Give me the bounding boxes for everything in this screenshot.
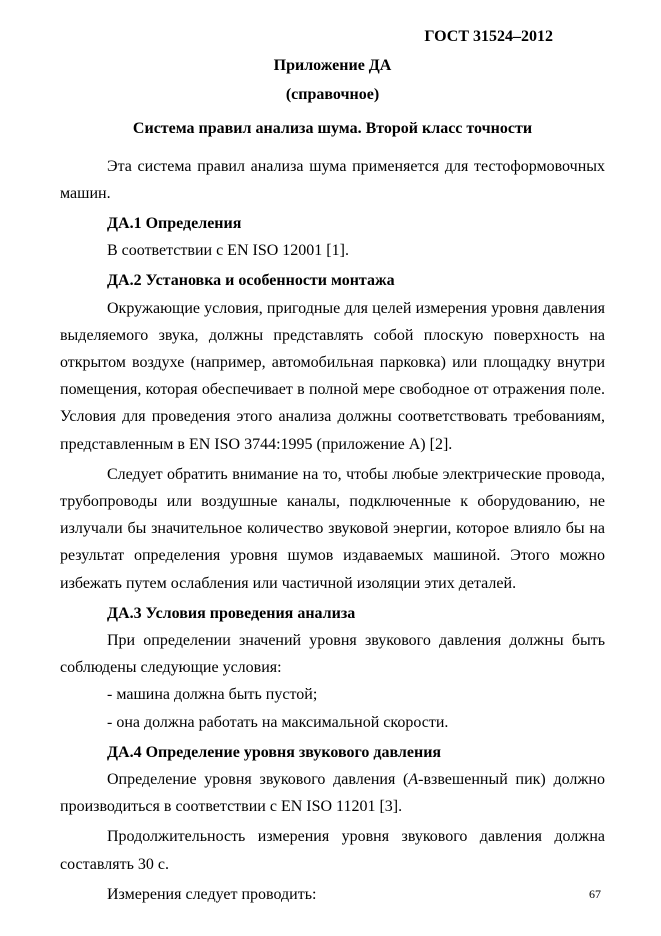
section-3-list-item-1: - машина должна быть пустой; [107, 686, 318, 704]
section-4-paragraph-2: Продолжительность измерения уровня звукового давления должна составлять 30 с. [60, 828, 605, 873]
section-4-paragraph-1 [60, 766, 605, 820]
page-content [60, 48, 605, 908]
section-2-paragraph-1: Окружающие условия, пригодные для целей измерения уровня давления выделяемого звука, должны представлять собой плоскую поверхность на открытом воздухе (например, автомобильная парковка) или площадку внутри помещения, которая обеспечивает в полной мере свободное от отражения поле. Условия для проведения этого анализа должны соответствовать требованиям, представленным в EN ISO 3744:1995 (приложение А) [2]. [60, 299, 605, 453]
appendix-title: Приложение ДА [273, 57, 392, 74]
s4-p1-pre: Определение уровня звукового давления ( [107, 771, 409, 789]
s4-p1-italic: A [408, 771, 419, 789]
page-number: 67 [589, 887, 601, 901]
section-1-text: В соответствии с EN ISO 12001 [1]. [107, 242, 349, 260]
section-1-heading: ДА.1 Определения [107, 215, 242, 233]
intro-paragraph: Эта система правил анализа шума применяется для тестоформовочных машин. [60, 157, 605, 202]
standard-code: ГОСТ 31524–2012 [424, 28, 553, 45]
section-2-heading: ДА.2 Установка и особенности монтажа [107, 272, 395, 290]
section-3-paragraph-1: При определении значений уровня звукового давления должны быть соблюдены следующие условия: [60, 632, 605, 677]
section-3-heading: ДА.3 Условия проведения анализа [107, 604, 356, 622]
s4-p1-post: -взвешенный пик) должно производиться в соответствии с EN ISO 11201 [3]. [60, 771, 605, 816]
section-4-paragraph-3: Измерения следует проводить: [107, 885, 317, 903]
appendix-subtitle: (справочное) [285, 86, 380, 104]
section-2-paragraph-2: Следует обратить внимание на то, чтобы любые электрические провода, трубопроводы или воздушные каналы, подключенные к оборудованию, не излучали бы значительное количество звуковой энергии, которое влияло бы на результат определения уровня шумов издаваемых машиной. Этого можно избежать путем ослабления или частичной изоляции этих деталей. [60, 465, 605, 592]
section-4-heading: ДА.4 Определение уровня звукового давления [107, 743, 442, 761]
section-3-list-item-2: - она должна работать на максимальной скорости. [107, 713, 449, 731]
appendix-heading: Система правил анализа шума. Второй класс точности [132, 120, 533, 138]
